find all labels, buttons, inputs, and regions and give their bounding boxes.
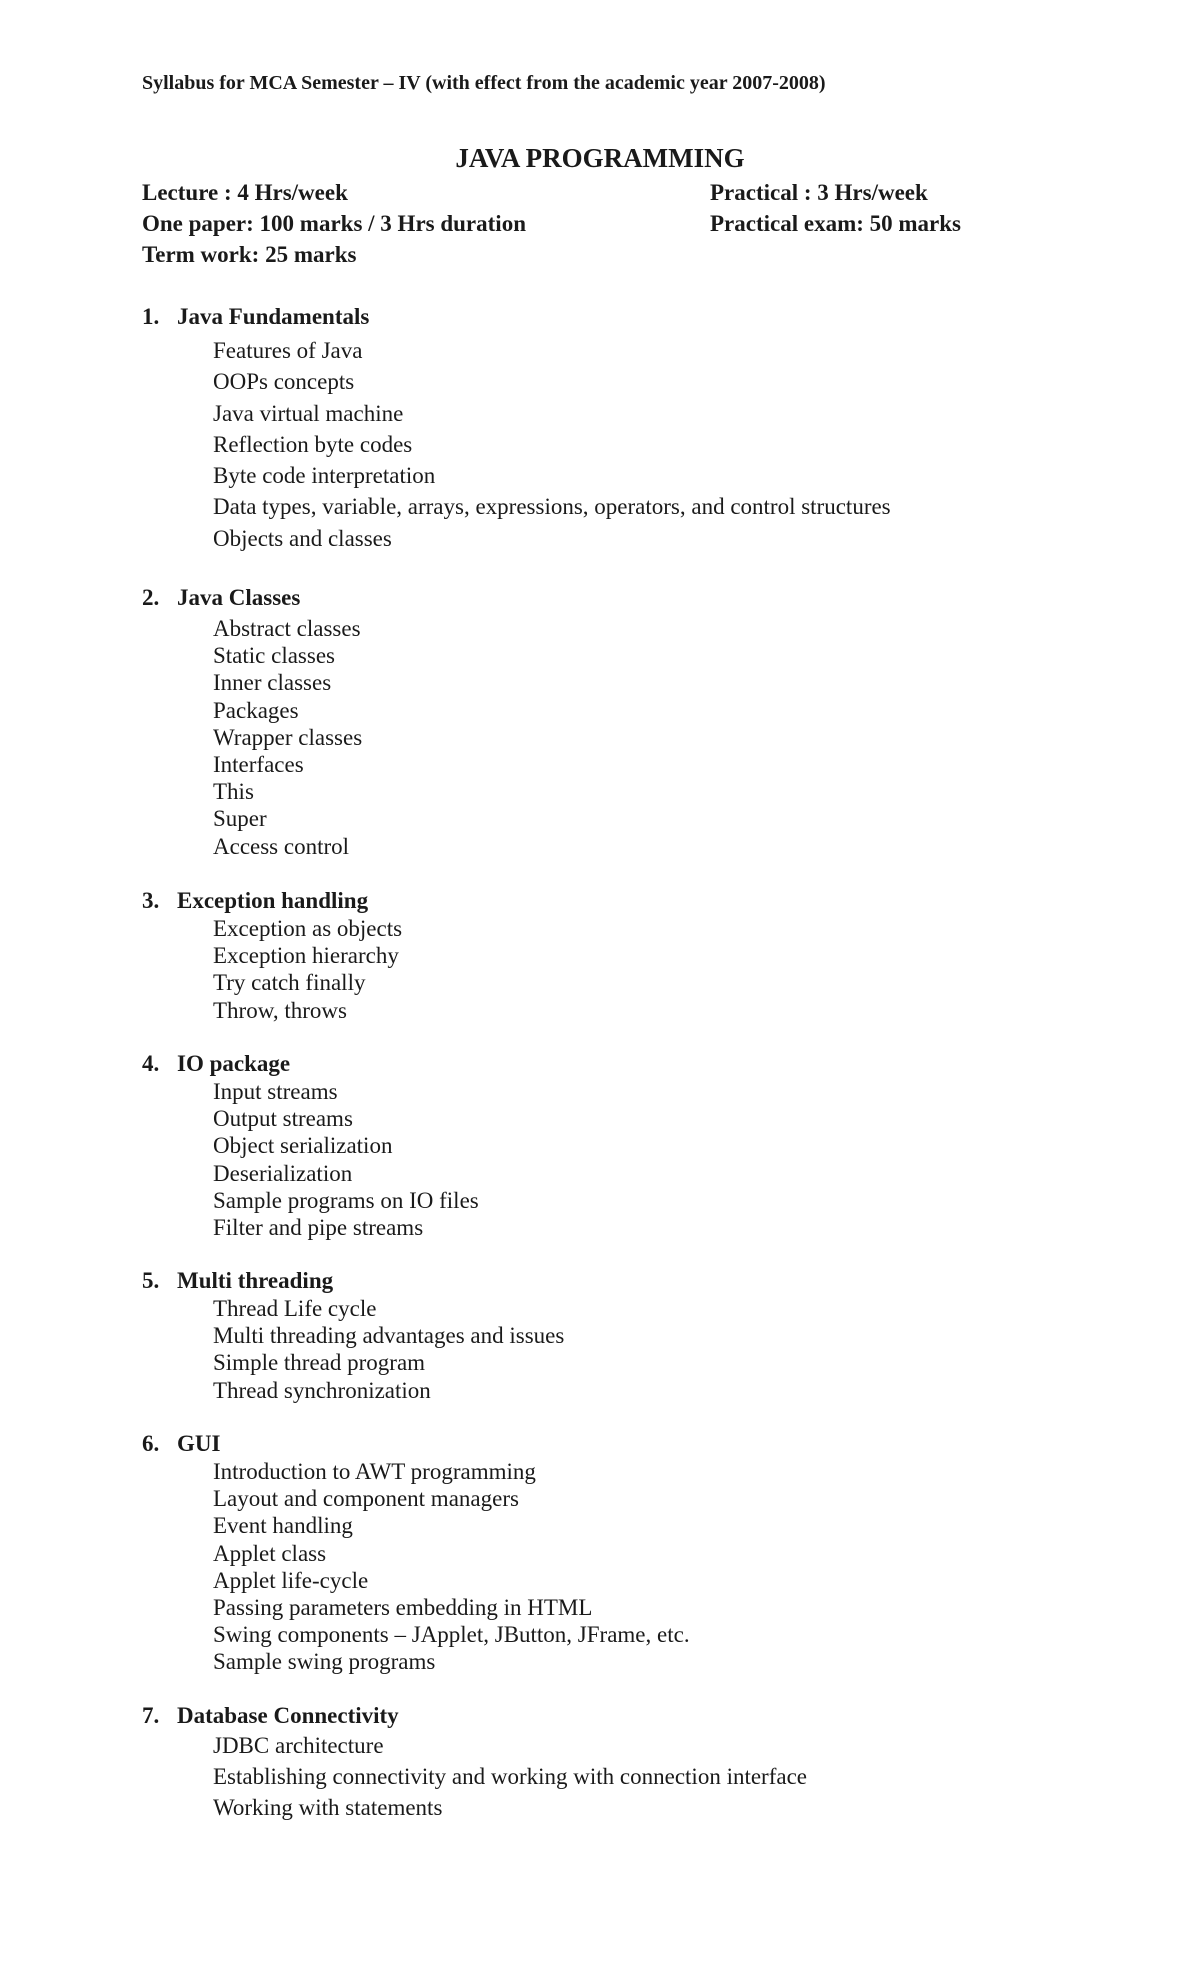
- section-heading: Java Fundamentals: [177, 304, 370, 329]
- list-item: Inner classes: [213, 670, 332, 696]
- list-item: Objects and classes: [213, 525, 392, 551]
- section-number: 2.: [142, 585, 160, 610]
- list-item: Features of Java: [213, 338, 363, 363]
- list-item: Passing parameters embedding in HTML: [213, 1595, 593, 1621]
- section-title-6: [142, 1431, 220, 1457]
- list-item: Input streams: [213, 1079, 338, 1104]
- section-items-6: [213, 1458, 690, 1676]
- section-title-4: [142, 1051, 290, 1077]
- section-heading: Exception handling: [177, 888, 369, 913]
- list-item: Exception as objects: [213, 916, 403, 941]
- list-item: Access control: [213, 833, 350, 859]
- section-items-2: [213, 615, 362, 860]
- list-item: Filter and pipe streams: [213, 1215, 424, 1241]
- list-item: Deserialization: [213, 1160, 353, 1186]
- section-title-3: [142, 888, 368, 914]
- lecture-hours: Lecture : 4 Hrs/week: [142, 180, 348, 205]
- section-items-1: [213, 335, 891, 554]
- list-item: Event handling: [213, 1513, 353, 1539]
- section-number: 5.: [142, 1268, 160, 1293]
- list-item: Object serialization: [213, 1133, 393, 1159]
- list-item: Throw, throws: [213, 997, 347, 1023]
- list-item: Try catch finally: [213, 970, 366, 996]
- section-title-1: [142, 304, 369, 330]
- section-heading: Java Classes: [177, 585, 301, 610]
- section-number: 4.: [142, 1051, 160, 1076]
- list-item: Introduction to AWT programming: [213, 1459, 536, 1484]
- list-item: JDBC architecture: [213, 1733, 384, 1758]
- list-item: Abstract classes: [213, 616, 361, 641]
- section-heading: IO package: [177, 1051, 291, 1076]
- syllabus-header: Syllabus for MCA Semester – IV (with effect from the academic year 2007-2008): [142, 72, 826, 94]
- list-item: Thread synchronization: [213, 1377, 431, 1403]
- list-item: Swing components – JApplet, JButton, JFrame, etc.: [213, 1622, 690, 1648]
- section-heading: GUI: [177, 1431, 221, 1456]
- list-item: Applet class: [213, 1540, 327, 1566]
- list-item: This: [213, 779, 254, 805]
- list-item: Multi threading advantages and issues: [213, 1323, 565, 1349]
- list-item: Applet life-cycle: [213, 1567, 369, 1593]
- list-item: Sample swing programs: [213, 1649, 436, 1675]
- list-item: Thread Life cycle: [213, 1296, 377, 1321]
- term-work-marks: Term work: 25 marks: [142, 242, 357, 267]
- list-item: Data types, variable, arrays, expressions, operators, and control structures: [213, 494, 891, 520]
- section-number: 3.: [142, 888, 160, 913]
- section-items-3: [213, 915, 402, 1024]
- list-item: Static classes: [213, 643, 335, 669]
- list-item: Exception hierarchy: [213, 943, 399, 969]
- section-items-7: [213, 1730, 807, 1823]
- section-title-7: [142, 1703, 399, 1729]
- section-title-5: [142, 1268, 333, 1294]
- section-items-4: [213, 1078, 479, 1241]
- practical-exam-marks: Practical exam: 50 marks: [710, 211, 962, 236]
- list-item: Super: [213, 806, 267, 832]
- section-heading: Database Connectivity: [177, 1703, 399, 1728]
- list-item: Byte code interpretation: [213, 463, 436, 489]
- section-number: 6.: [142, 1431, 160, 1456]
- practical-hours: Practical : 3 Hrs/week: [710, 180, 928, 205]
- list-item: Establishing connectivity and working with connection interface: [213, 1764, 808, 1789]
- paper-marks: One paper: 100 marks / 3 Hrs duration: [142, 211, 526, 236]
- list-item: OOPs concepts: [213, 369, 355, 395]
- list-item: Interfaces: [213, 752, 304, 778]
- list-item: Packages: [213, 697, 299, 723]
- section-title-2: [142, 585, 300, 611]
- list-item: Working with statements: [213, 1795, 443, 1820]
- section-items-5: [213, 1295, 564, 1404]
- list-item: Layout and component managers: [213, 1486, 519, 1512]
- course-title: JAVA PROGRAMMING: [455, 143, 745, 173]
- list-item: Java virtual machine: [213, 400, 404, 426]
- section-number: 7.: [142, 1703, 160, 1728]
- list-item: Wrapper classes: [213, 724, 363, 750]
- section-heading: Multi threading: [177, 1268, 334, 1293]
- section-number: 1.: [142, 304, 160, 329]
- list-item: Reflection byte codes: [213, 431, 413, 457]
- list-item: Simple thread program: [213, 1350, 426, 1376]
- list-item: Output streams: [213, 1106, 353, 1132]
- list-item: Sample programs on IO files: [213, 1187, 479, 1213]
